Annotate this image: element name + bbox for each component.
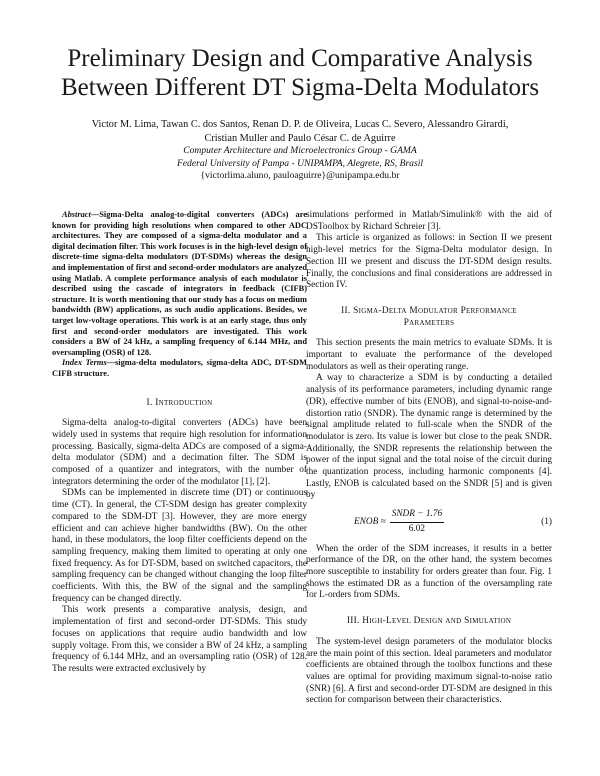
section-heading-introduction: I. Introduction xyxy=(146,397,213,408)
equation-enob xyxy=(306,509,552,535)
section-2-paragraph-3: When the order of the SDM increases, it results in a better performance of the DR, on the other hand, the system becomes more susceptible to instability for orders greater than four. Fig. 1 shows the estimated DR as a function of the oversampling rate for L-orders from SDMs. xyxy=(306,543,552,601)
affiliation-line-1: Computer Architecture and Microelectronics Group - GAMA xyxy=(183,145,417,156)
section-2-paragraph-1: This section presents the main metrics to evaluate SDMs. It is important to evaluate the performance of the developed modulators as well as their operating range. xyxy=(306,338,552,372)
right-column xyxy=(306,210,552,707)
equation-body xyxy=(354,509,444,535)
section-3-paragraph-1: The system-level design parameters of the modulator blocks are the main point of this section. Ideal parameters and modulator coefficients are obtained through the toolbox functions and these values are optimal for providing maximum signal-to-noise ratio (SNR) [6]. A first and second-order DT-SDM are designed in this section for comparison between their characteristics. xyxy=(306,636,552,706)
abstract xyxy=(52,210,307,358)
section-2-heading-line-1: II. Sigma-Delta Modulator Performance xyxy=(341,305,517,316)
section-heading-design: III. High-Level Design and Simulation xyxy=(346,616,512,627)
equation-denominator: 6.02 xyxy=(408,523,426,534)
section-heading-performance xyxy=(306,306,552,329)
equation-fraction xyxy=(390,509,444,535)
author-list xyxy=(60,118,540,145)
intro-paragraph-2: SDMs can be implemented in discrete time (DT) or continuous time (CT). In general, the CT-SDM design has greater complexity compared to the SDM-DT [3]. However, they are more energy efficient and can achieve higher bandwidths (BW). On the other hand, in these modulators, the loop filter coefficients depend on the sampling frequency, making them limited to operating at only one fixed frequency. As for DT-SDM, based on switched capacitors, the sampling frequency can be changed without changing the loop filter coefficients. With this, the BW of the signal and the sampling frequency can be changed directly. xyxy=(52,488,307,604)
index-terms-text: —sigma-delta modulators, sigma-delta ADC, DT-SDM CIFB structure. xyxy=(52,358,308,378)
section-2-paragraph-2: A way to characterize a SDM is by conducting a detailed analysis of its performance parameters, including dynamic range (DR), effective number of bits (ENOB), and signal-to-noise-and-distortion ratio (SNDR). The dynamic range is determined by the signal amplitude related to full-scale when the SNDR of the modulator is zero. Its value is lower but close to the peak SNDR. Additionally, the SNDR represents the relationship between the power of the input signal and the total noise of the circuit during the quantization process, including harmonic components [4]. Lastly, ENOB is calculated based on the SNDR [5] and is given by xyxy=(306,373,552,501)
affiliation-line-2: Federal University of Pampa - UNIPAMPA, Alegrete, RS, Brasil xyxy=(176,157,424,169)
equation-lhs: ENOB ≈ xyxy=(354,516,386,527)
intro-paragraph-1: Sigma-delta analog-to-digital converters (ADCs) have been widely used in systems that require high resolution for information processing. Basically, sigma-delta ADCs are composed of a sigma-delta modulator (SDM) and a decimation filter. The SDM is composed of a quantizer and integrators, with the number of integrators determining the order of the modulator [1], [2]. xyxy=(52,418,307,487)
intro-paragraph-3: This work presents a comparative analysis, design, and implementation of first and second-order DT-SDMs. This study focuses on applications that require audio bandwidth and low supply voltage. From this, we consider a BW of 24 kHz, a sampling frequency of 6.144 MHz, and an oversampling ratio (OSR) of 128. The results were extracted exclusively by xyxy=(52,605,307,674)
index-terms xyxy=(52,358,307,379)
section-2-heading-line-2: Parameters xyxy=(403,317,455,328)
title-line-2: Between Different DT Sigma-Delta Modulators xyxy=(60,74,540,101)
author-email: {victorlima.aluno, pauloaguirre}@unipampa.edu.br xyxy=(200,170,400,181)
authors-line-1: Victor M. Lima, Tawan C. dos Santos, Renan D. P. de Oliveira, Lucas C. Severo, Alessandro Girardi, xyxy=(91,119,509,130)
paper-title xyxy=(0,44,600,102)
authors-line-2: Cristian Muller and Paulo César C. de Aguirre xyxy=(204,132,396,144)
abstract-text: —Sigma-Delta analog-to-digital converters (ADCs) are known for providing high resolutions when compared to other ADC architectures. They are composed of a sigma-delta modulator and a digital decimation filter. This work focuses is in the high-level design of discrete-time sigma-delta modulators (DT-SDMs) whereas the design and implementation of first and second-order modulators are analyzed using Matlab. A complete performance analysis of each modulator is described using the cascade of integrators in feedback (CIFB) structure. It is worth mentioning that our study has a focus on medium bandwidth (BW) applications, as such audio applications. Besides, we target low-voltage operations. This work is at an early stage, thus only first and second-order modulators are investigated. This work considers a BW of 24 kHz, a sampling frequency of 6.144 MHz, and oversampling (OSR) of 128. xyxy=(52,210,307,357)
index-terms-lead: Index Terms xyxy=(62,358,107,368)
left-column xyxy=(52,210,307,676)
equation-numerator: SNDR − 1.76 xyxy=(390,509,444,523)
right-paragraph-continued: simulations performed in Matlab/Simulink® with the aid of DSToolbox by Richard Schreier [3]. xyxy=(306,210,552,232)
affiliation xyxy=(0,145,600,170)
equation-number: (1) xyxy=(541,516,552,527)
organization-paragraph: This article is organized as follows: in Section II we present high-level metrics for the Sigma-Delta modulator design. In Section III we present and discuss the DT-SDM design results. Finally, the conclusions and final considerations are addressed in Section IV. xyxy=(306,233,552,291)
title-line-1: Preliminary Design and Comparative Analysis xyxy=(67,45,533,72)
abstract-lead: Abstract xyxy=(62,210,91,219)
